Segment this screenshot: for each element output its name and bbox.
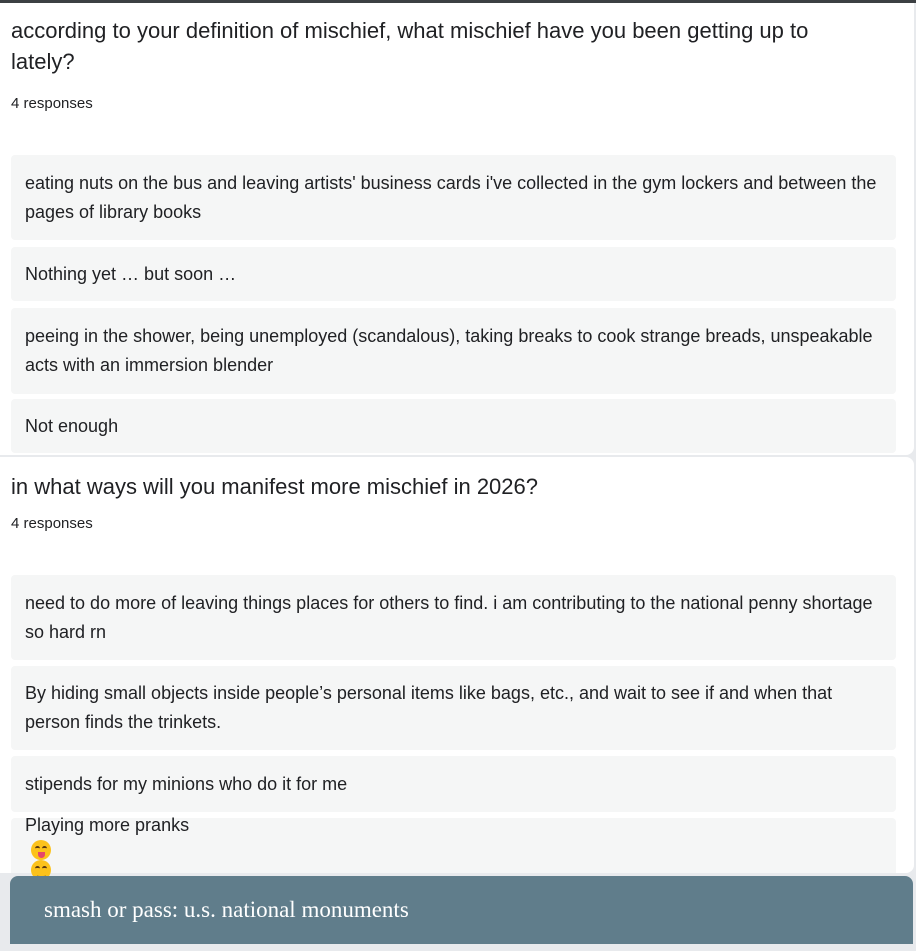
question-card-mischief-2026 [0, 457, 914, 873]
response-item [11, 308, 896, 394]
question-title: in what ways will you manifest more mischief in 2026? [11, 474, 539, 499]
response-text: Nothing yet … but soon … [25, 263, 237, 284]
response-count: 4 responses [11, 95, 93, 112]
response-text: Not enough [25, 415, 119, 436]
question-title: according to your definition of mischief, what mischief have you been getting up to lately? [11, 18, 809, 74]
response-item [11, 575, 896, 660]
tongue-wink-emoji-icon [31, 840, 51, 860]
response-text: need to do more of leaving things places for others to find. i am contributing to the national penny shortage so hard rn [25, 592, 873, 642]
response-text: eating nuts on the bus and leaving artists' business cards i've collected in the gym lockers and between the pages of library books [25, 172, 877, 222]
response-text-content: Playing more pranks [25, 815, 190, 835]
response-text: By hiding small objects inside people’s personal items like bags, etc., and wait to see if and when that person finds the trinkets. [25, 683, 833, 732]
response-item [11, 756, 896, 812]
response-text: peeing in the shower, being unemployed (scandalous), taking breaks to cook strange breads, unspeakable acts with an immersion blender [25, 326, 873, 375]
response-item [11, 155, 896, 240]
response-item [11, 399, 896, 453]
response-item [11, 666, 896, 750]
response-text [25, 811, 189, 880]
question-card-mischief-lately [0, 3, 914, 455]
banner-title: smash or pass: u.s. national monuments [44, 897, 409, 922]
next-section-banner[interactable] [10, 876, 913, 944]
response-text: stipends for my minions who do it for me [25, 773, 348, 794]
response-item [11, 247, 896, 301]
bottom-strip [0, 944, 916, 951]
response-item [11, 815, 896, 873]
response-count: 4 responses [11, 515, 93, 532]
